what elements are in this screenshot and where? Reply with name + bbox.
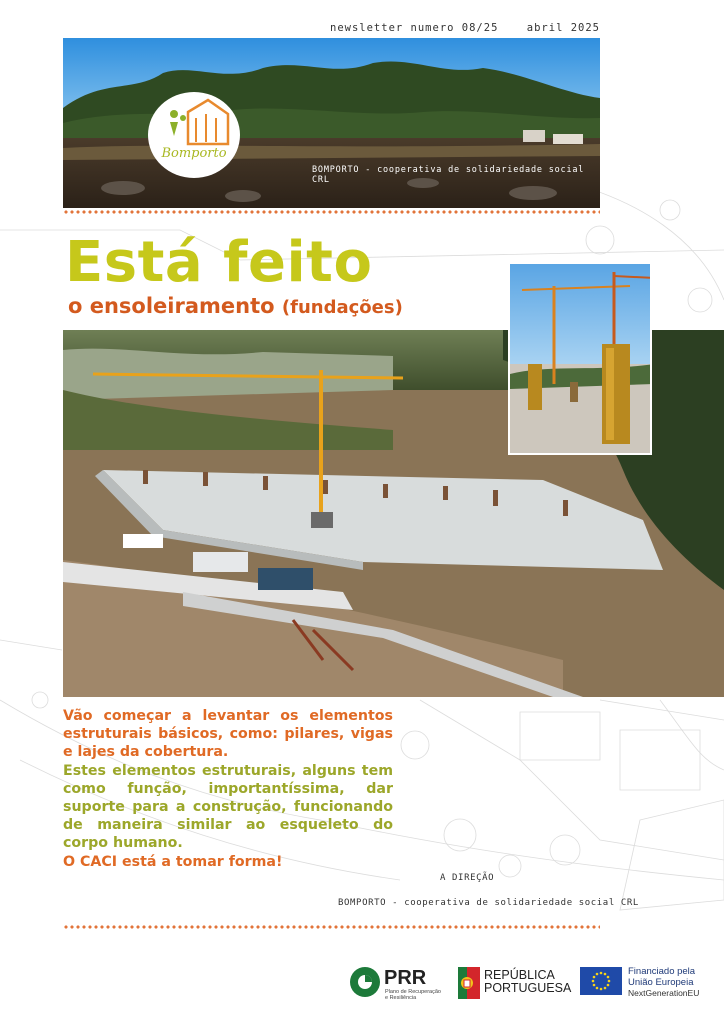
eu-line-2: União Europeia [628,977,694,988]
eu-line-3: NextGenerationEU [628,988,700,998]
eu-flag-icon [580,967,622,995]
header-landscape-photo [63,38,600,208]
portugal-flag-emblem-icon [458,967,480,999]
portuguesa-line: PORTUGUESA [484,981,572,995]
top-dotted-divider [63,209,600,215]
newsletter-issue: newsletter numero 08/25 [330,22,499,34]
article-signature: A DIREÇÃO [440,873,495,883]
article-paragraph-3: O CACI está a tomar forma! [63,853,283,870]
article-paragraph-1: Vão começar a levantar os elementos estruturais básicos, como: pilares, vigas e lajes da cobertura. [63,708,393,761]
footer-organization-tag: BOMPORTO - cooperativa de solidariedade social CRL [338,898,639,908]
sponsor-logos [348,965,708,1005]
article-body [63,707,393,871]
republica-portuguesa-text [484,969,571,995]
republica-line: REPÚBLICA [484,968,555,982]
bottom-dotted-divider [63,924,600,930]
eu-line-1: Financiado pela [628,966,696,977]
header-organization-tag: BOMPORTO - cooperativa de solidariedade social CRL [312,165,585,185]
newsletter-header [330,22,600,34]
prr-logo [348,965,448,1005]
headline-title: Está feito [65,230,373,295]
prr-subtitle: Plano de Recuperação e Resiliência [385,989,441,1001]
crane-formwork-inset-photo [508,262,652,455]
newsletter-date: abril 2025 [526,22,600,34]
prr-emblem-icon [348,965,382,999]
logo-wordmark: Bomporto [161,146,227,161]
republica-portuguesa-logo [458,967,572,1003]
headline-subtitle [68,294,403,318]
bomporto-logo [148,92,240,178]
subtitle-main: o ensoleiramento [68,294,275,318]
eu-funding-text [628,966,699,999]
subtitle-parenthetical: (fundações) [281,297,403,318]
eu-funding-logo [580,965,710,1005]
prr-title: PRR [384,967,427,989]
article-paragraph-2: Estes elementos estruturais, alguns tem como função, importantíssima, dar suporte para a construção, funcionando de maneira similar ao esqueleto do corpo humano. [63,762,393,852]
